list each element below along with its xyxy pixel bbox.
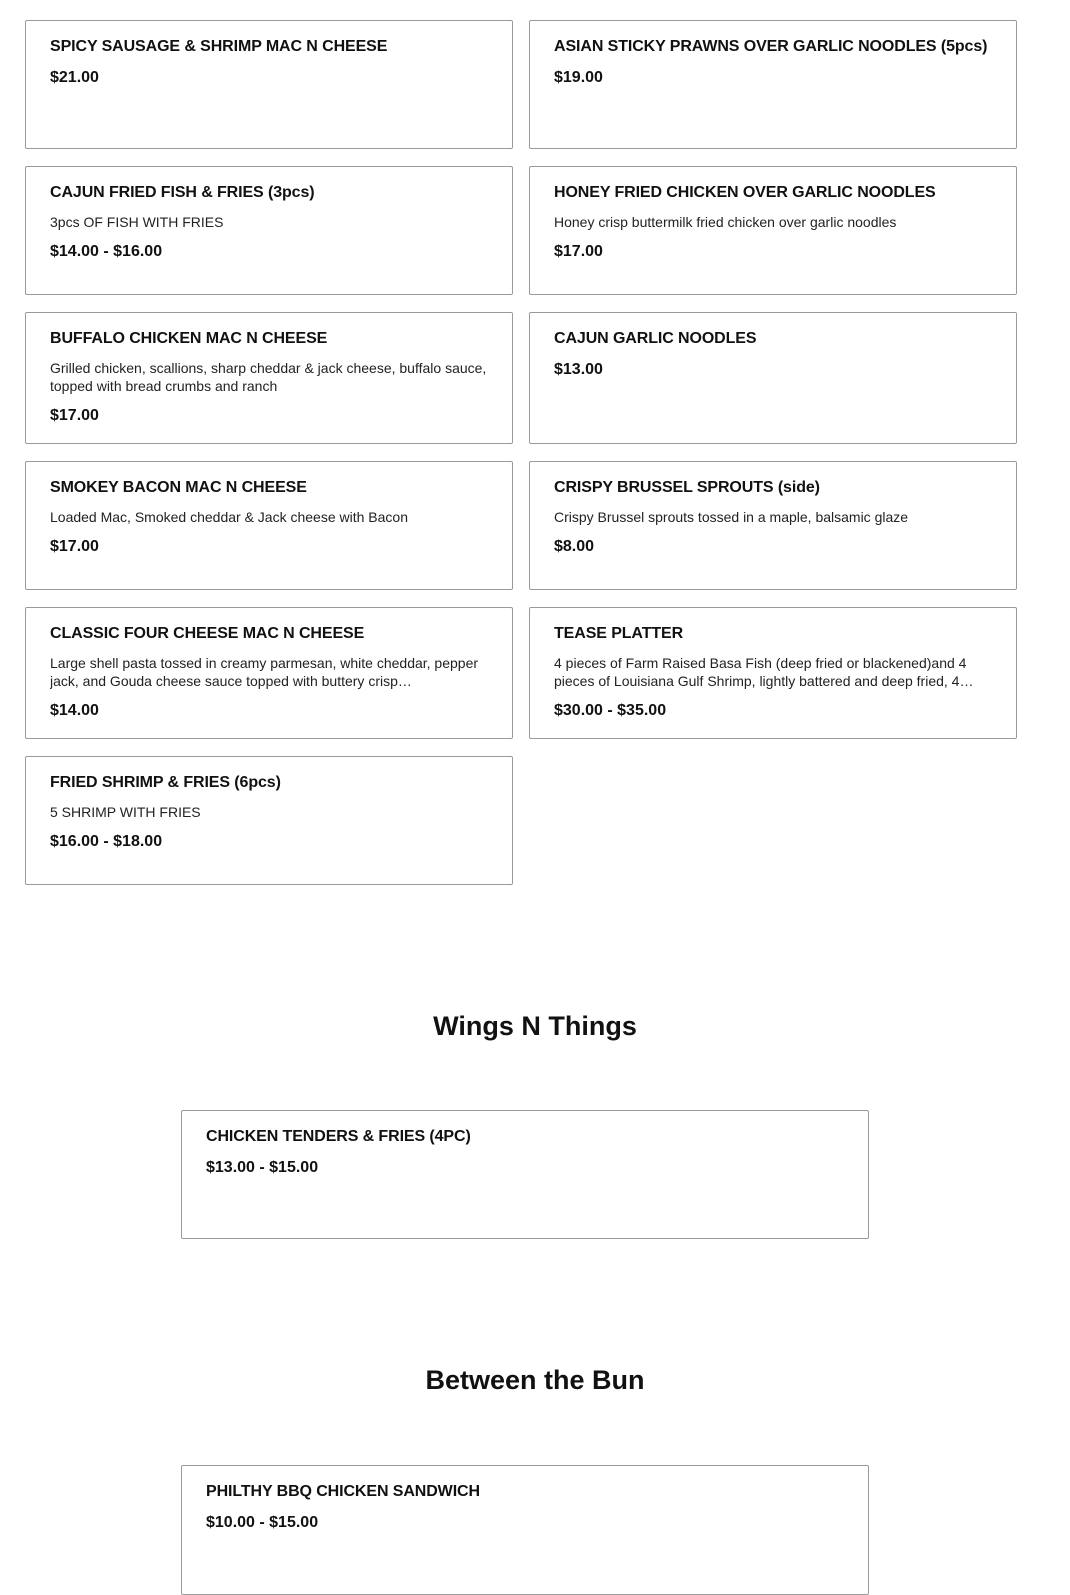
menu-item-name: CAJUN GARLIC NOODLES <box>554 330 757 347</box>
menu-item-card[interactable] <box>181 1110 869 1239</box>
menu-item-price: $10.00 - $15.00 <box>206 1514 319 1531</box>
menu-item-description: 3pcs OF FISH WITH FRIES <box>50 214 224 230</box>
menu-item-card[interactable] <box>529 461 1017 590</box>
menu-item-price: $14.00 - $16.00 <box>50 243 163 260</box>
menu-item-price: $14.00 <box>50 702 99 719</box>
menu-item-name: CHICKEN TENDERS & FRIES (4PC) <box>206 1128 471 1145</box>
menu-item-price: $17.00 <box>50 538 99 555</box>
menu-item-price: $30.00 - $35.00 <box>554 702 667 719</box>
menu-item-card[interactable] <box>529 312 1017 444</box>
menu-item-price: $13.00 - $15.00 <box>206 1159 319 1176</box>
menu-item-price: $8.00 <box>554 538 595 555</box>
menu-item-price: $17.00 <box>554 243 603 260</box>
menu-item-price: $17.00 <box>50 407 99 424</box>
section-heading: Wings N Things <box>433 1011 637 1041</box>
menu-item-card[interactable] <box>529 20 1017 149</box>
menu-item-card[interactable] <box>25 312 513 444</box>
menu-item-name: SPICY SAUSAGE & SHRIMP MAC N CHEESE <box>50 38 388 55</box>
menu-item-description: Loaded Mac, Smoked cheddar & Jack cheese with Bacon <box>50 509 408 525</box>
menu-item-description: Crispy Brussel sprouts tossed in a maple, balsamic glaze <box>554 509 909 525</box>
menu-item-name: TEASE PLATTER <box>554 625 684 642</box>
menu-item-name: CLASSIC FOUR CHEESE MAC N CHEESE <box>50 625 365 642</box>
menu-item-description: 5 SHRIMP WITH FRIES <box>50 804 201 820</box>
menu-item-name: CAJUN FRIED FISH & FRIES (3pcs) <box>50 184 315 201</box>
menu-item-card[interactable] <box>25 607 513 739</box>
menu-item-description: Honey crisp buttermilk fried chicken over garlic noodles <box>554 214 897 230</box>
menu-item-name: CRISPY BRUSSEL SPROUTS (side) <box>554 479 820 496</box>
menu-item-price: $21.00 <box>50 69 99 86</box>
menu-item-card[interactable] <box>25 166 513 295</box>
menu-item-card[interactable] <box>181 1465 869 1595</box>
menu-item-description: 4 pieces of Farm Raised Basa Fish (deep fried or blackened)and 4 pieces of Louisiana Gulf Shrimp, lightly battered and deep fried, 4… <box>554 655 974 689</box>
menu-item-card[interactable] <box>25 461 513 590</box>
menu-item-price: $13.00 <box>554 361 603 378</box>
section-heading: Between the Bun <box>425 1365 645 1395</box>
menu-item-name: SMOKEY BACON MAC N CHEESE <box>50 479 307 496</box>
menu-item-price: $16.00 - $18.00 <box>50 833 163 850</box>
menu-item-card[interactable] <box>529 607 1017 739</box>
menu-item-name: BUFFALO CHICKEN MAC N CHEESE <box>50 330 328 347</box>
menu-item-description: Large shell pasta tossed in creamy parmesan, white cheddar, pepper jack, and Gouda cheese sauce topped with buttery crisp… <box>50 655 479 689</box>
menu-item-name: HONEY FRIED CHICKEN OVER GARLIC NOODLES <box>554 184 936 201</box>
menu-item-card[interactable] <box>25 756 513 885</box>
menu-item-card[interactable] <box>25 20 513 149</box>
menu-item-description: Grilled chicken, scallions, sharp cheddar & jack cheese, buffalo sauce, topped with bread crumbs and ranch <box>50 360 487 394</box>
menu-item-price: $19.00 <box>554 69 603 86</box>
menu-item-name: ASIAN STICKY PRAWNS OVER GARLIC NOODLES (5pcs) <box>554 38 988 55</box>
menu-item-card[interactable] <box>529 166 1017 295</box>
menu-item-name: PHILTHY BBQ CHICKEN SANDWICH <box>206 1483 480 1500</box>
menu-item-name: FRIED SHRIMP & FRIES (6pcs) <box>50 774 281 791</box>
